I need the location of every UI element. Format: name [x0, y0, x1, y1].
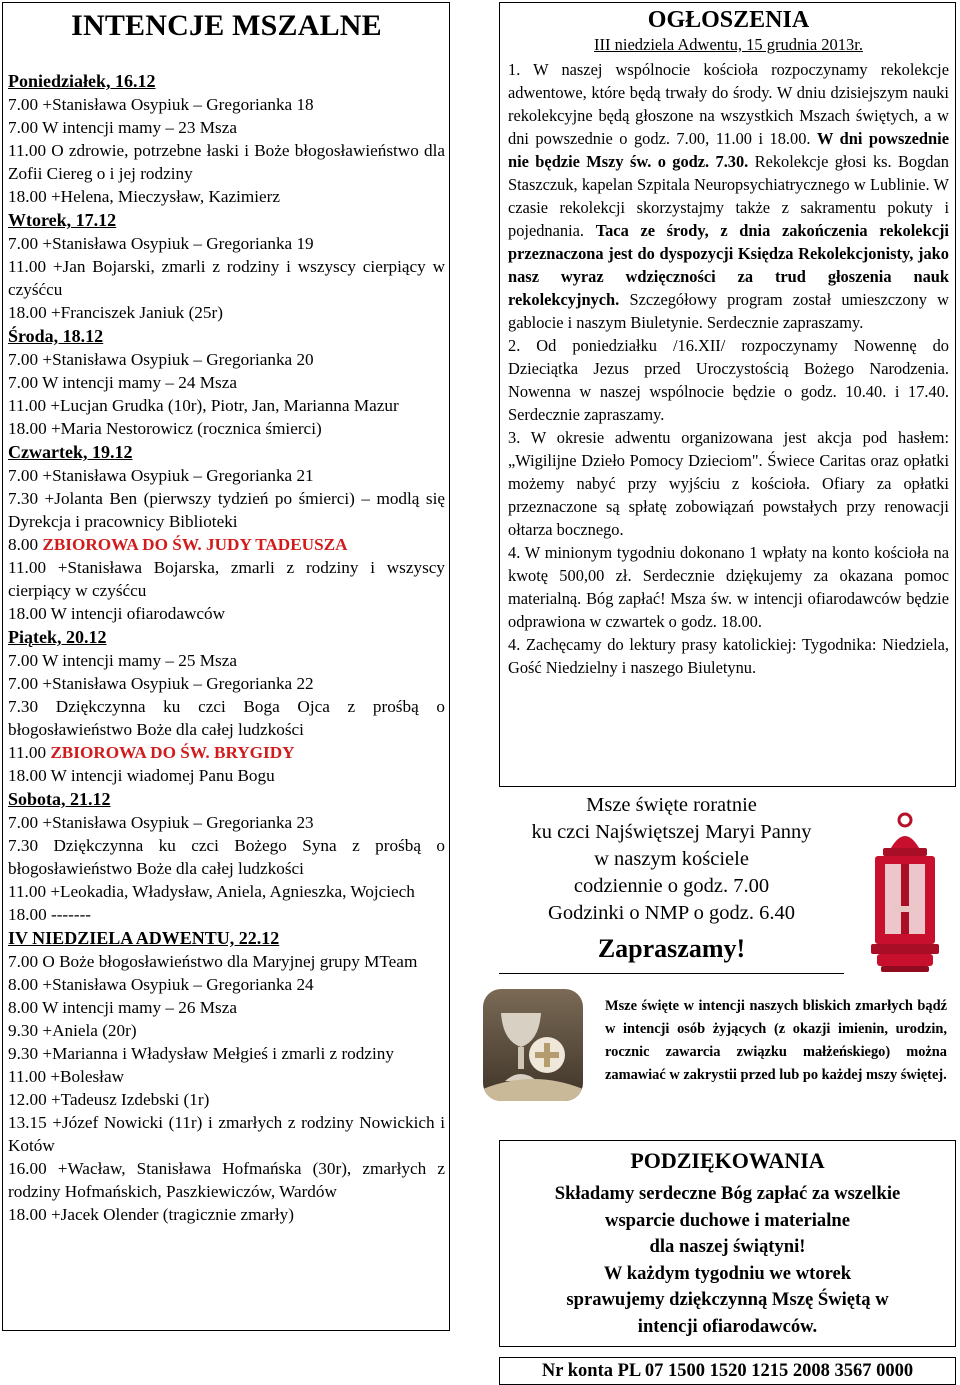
intention-entry: 9.30 +Aniela (20r) — [8, 1021, 137, 1040]
intention-entry: 9.30 +Marianna i Władysław Mełgieś i zmarli z rodziny — [8, 1044, 394, 1063]
announcement-4: 4. W minionym tygodniu dokonano 1 wpłaty na konto kościoła na kwotę 500,00 zł. Serdecznie dziękujemy za okazana pomoc materialną. Bóg zapłać! Msza św. w intencji ofiarodawców będzie odprawiona w czwartek o godz. 18.00. — [508, 543, 949, 631]
day-heading: Piątek, 20.12 — [8, 627, 107, 647]
mass-order-text: Msze święte w intencji naszych bliskich zmarłych bądź w intencji osób żyjących (z okazji imienin, urodzin, rocznic zawarcia związku małżeńskiego) można zamawiać w zakrystii przed lub po każdej mszy świętej. — [605, 998, 947, 1083]
intention-entry: 8.00 +Stanisława Osypiuk – Gregorianka 24 — [8, 975, 314, 994]
intention-entry: 11.00 +Leokadia, Władysław, Aniela, Agnieszka, Wojciech — [8, 882, 415, 901]
intention-entry: 18.00 +Franciszek Janiuk (25r) — [8, 303, 223, 322]
intention-entry: 7.30 +Jolanta Ben (pierwszy tydzień po śmierci) – modlą się Dyrekcja i pracownicy Biblioteki — [8, 489, 445, 531]
bank-account: Nr konta PL 07 1500 1520 1215 2008 3567 0000 — [499, 1357, 956, 1385]
intention-entry: 11.00 +Jan Bojarski, zmarli z rodziny i wszyscy cierpiący w czyśćcu — [8, 257, 445, 299]
collective-mass-label: ZBIOROWA DO ŚW. JUDY TADEUSZA — [42, 535, 348, 554]
intention-entry: 16.00 +Wacław, Stanisława Hofmańska (30r), zmarłych z rodziny Hofmańskich, Paszkiewiczów, Wardów — [8, 1159, 445, 1201]
announcement-3: 3. W okresie adwentu organizowana jest akcja pod hasłem: „Wigilijne Dzieło Pomocy Dzieciom". Świece Caritas oraz opłatki możemy nabyć przy wyjściu z kościoła. Ofiary za opłatki przeznaczone są spłatę zobowiązań powstałych przy renowacji ołtarza bocznego. — [508, 428, 949, 539]
roraty-line: codziennie o godz. 7.00 — [573, 875, 770, 897]
intention-entry: 7.00 +Stanisława Osypiuk – Gregorianka 23 — [8, 813, 314, 832]
thanks-line: intencji ofiarodawców. — [637, 1315, 818, 1337]
intention-entry: 7.00 +Stanisława Osypiuk – Gregorianka 22 — [8, 674, 314, 693]
day-heading: Czwartek, 19.12 — [8, 442, 133, 462]
day-heading: Środa, 18.12 — [8, 326, 104, 346]
announcement-5: 4. Zachęcamy do lektury prasy katolickiej: Tygodnika: Niedziela, Gość Niedzielny i naszego Biuletynu. — [508, 635, 949, 677]
roraty-line: ku czci Najświętszej Maryi Panny — [531, 821, 812, 843]
announcement-1: 1. W naszej wspólnocie kościoła rozpoczynamy rekolekcje adwentowe, które będą trwały do środy. W dniu dzisiejszym nauki rekolekcyjne będą głoszone na wszystkich Mszach świętych, a w dni powszednie o godz. 7.00, 11.00 i 18.00. W dni powszednie nie będzie Mszy św. o godz. 7.30. Rekolekcje głosi ks. Bogdan Staszczuk, kapelan Szpitala Neuropsychiatrycznego w Lublinie. W czasie rekolekcji skorzystajmy także z sakramentu pokuty i pojednania. Taca ze środy, z dnia zakończenia rekolekcji przeznaczona jest do dyspozycji Księdza Rekolekcjonisty, jako nasz wyraz wdzięczności za trud głoszenia nauk rekolekcyjnych. Szczegółowy program został umieszczony w gablocie i naszym Biuletynie. Serdecznie zapraszamy. — [508, 60, 949, 332]
intention-entry: 7.00 O Boże błogosławieństwo dla Maryjnej grupy MTeam — [8, 952, 418, 971]
announcement-2: 2. Od poniedziałku /16.XII/ rozpoczynamy Nowennę do Dzieciątka Jezus przed Uroczystością Bożego Narodzenia. Nowenna w naszej wspólnocie będzie o godz. 10.40. i 17.40. Serdecznie zapraszamy. — [508, 336, 949, 424]
intentions-list — [8, 69, 445, 1226]
mass-order-notice — [499, 987, 956, 1127]
thanks-line: W każdym tygodniu we wtorek — [603, 1262, 852, 1284]
intention-entry: 18.00 ------- — [8, 905, 92, 924]
intention-entry: 11.00 O zdrowie, potrzebne łaski i Boże błogosławieństwo dla Zofii Ciereg o i jej rodziny — [8, 141, 445, 183]
lantern-icon — [861, 810, 949, 988]
thanks-line: dla naszej świątyni! — [649, 1236, 806, 1257]
roraty-line: w naszym kościele — [594, 848, 749, 870]
intention-entry: 11.00 +Bolesław — [8, 1067, 124, 1086]
intention-entry: 7.00 +Stanisława Osypiuk – Gregorianka 21 — [8, 466, 314, 485]
intention-entry: 7.00 +Stanisława Osypiuk – Gregorianka 20 — [8, 350, 314, 369]
roraty-invite: Zapraszamy! — [597, 934, 746, 963]
intention-entry: 8.00 ZBIOROWA DO ŚW. JUDY TADEUSZA — [8, 535, 348, 554]
mass-intentions-panel — [2, 2, 450, 1331]
thanks-line: sprawujemy dziękczynną Mszę Świętą w — [566, 1289, 889, 1310]
intention-entry: 11.00 +Lucjan Grudka (10r), Piotr, Jan, Marianna Mazur — [8, 396, 399, 415]
announcements-panel — [499, 2, 956, 787]
day-heading: Sobota, 21.12 — [8, 789, 111, 809]
right-column — [499, 2, 956, 1381]
intention-entry: 7.00 W intencji mamy – 24 Msza — [8, 373, 237, 392]
intention-entry: 7.00 +Stanisława Osypiuk – Gregorianka 19 — [8, 234, 314, 253]
intention-entry: 8.00 W intencji mamy – 26 Msza — [8, 998, 237, 1017]
roraty-line: Godzinki o NMP o godz. 6.40 — [548, 902, 795, 924]
intention-entry: 7.30 Dziękczynna ku czci Boga Ojca z prośbą o błogosławieństwo Boże dla całej ludzkości — [8, 697, 445, 739]
intention-entry: 13.15 +Józef Nowicki (11r) i zmarłych z rodziny Nowickich i Kotów — [8, 1113, 445, 1155]
day-heading: Wtorek, 17.12 — [8, 210, 117, 230]
roraty-notice — [499, 792, 844, 974]
intention-entry: 12.00 +Tadeusz Izdebski (1r) — [8, 1090, 210, 1109]
intention-entry: 11.00 ZBIOROWA DO ŚW. BRYGIDY — [8, 743, 295, 762]
chalice-icon — [483, 989, 583, 1101]
thanks-line: Składamy serdeczne Bóg zapłać za wszelkie — [554, 1183, 901, 1204]
intention-entry: 18.00 +Helena, Mieczysław, Kazimierz — [8, 187, 281, 206]
intentions-title: INTENCJE MSZALNE — [71, 9, 382, 42]
announcements-title: OGŁOSZENIA — [647, 7, 810, 33]
announcements-subtitle: III niedziela Adwentu, 15 grudnia 2013r. — [594, 35, 863, 54]
intention-entry: 18.00 +Maria Nestorowicz (rocznica śmierci) — [8, 419, 322, 438]
thanks-title: PODZIĘKOWANIA — [630, 1148, 825, 1173]
divider — [499, 973, 844, 975]
day-heading: Poniedziałek, 16.12 — [8, 71, 156, 91]
intention-entry: 18.00 W intencji ofiarodawców — [8, 604, 226, 623]
intention-entry: 7.30 Dziękczynna ku czci Bożego Syna z prośbą o błogosławieństwo Boże dla całej ludzkości — [8, 836, 445, 878]
thanks-line: wsparcie duchowe i materialne — [605, 1209, 850, 1231]
roraty-line: Msze święte roratnie — [586, 794, 757, 816]
intention-entry: 7.00 W intencji mamy – 23 Msza — [8, 118, 237, 137]
thanks-panel — [499, 1140, 956, 1347]
intention-entry: 11.00 +Stanisława Bojarska, zmarli z rodziny i wszyscy cierpiący w czyśćcu — [8, 558, 445, 600]
intention-entry: 7.00 +Stanisława Osypiuk – Gregorianka 18 — [8, 95, 314, 114]
intention-entry: 18.00 W intencji wiadomej Panu Bogu — [8, 766, 275, 785]
day-heading: IV NIEDZIELA ADWENTU, 22.12 — [8, 928, 280, 948]
collective-mass-label: ZBIOROWA DO ŚW. BRYGIDY — [50, 743, 295, 762]
intention-entry: 18.00 +Jacek Olender (tragicznie zmarły) — [8, 1205, 294, 1224]
intention-entry: 7.00 W intencji mamy – 25 Msza — [8, 651, 237, 670]
